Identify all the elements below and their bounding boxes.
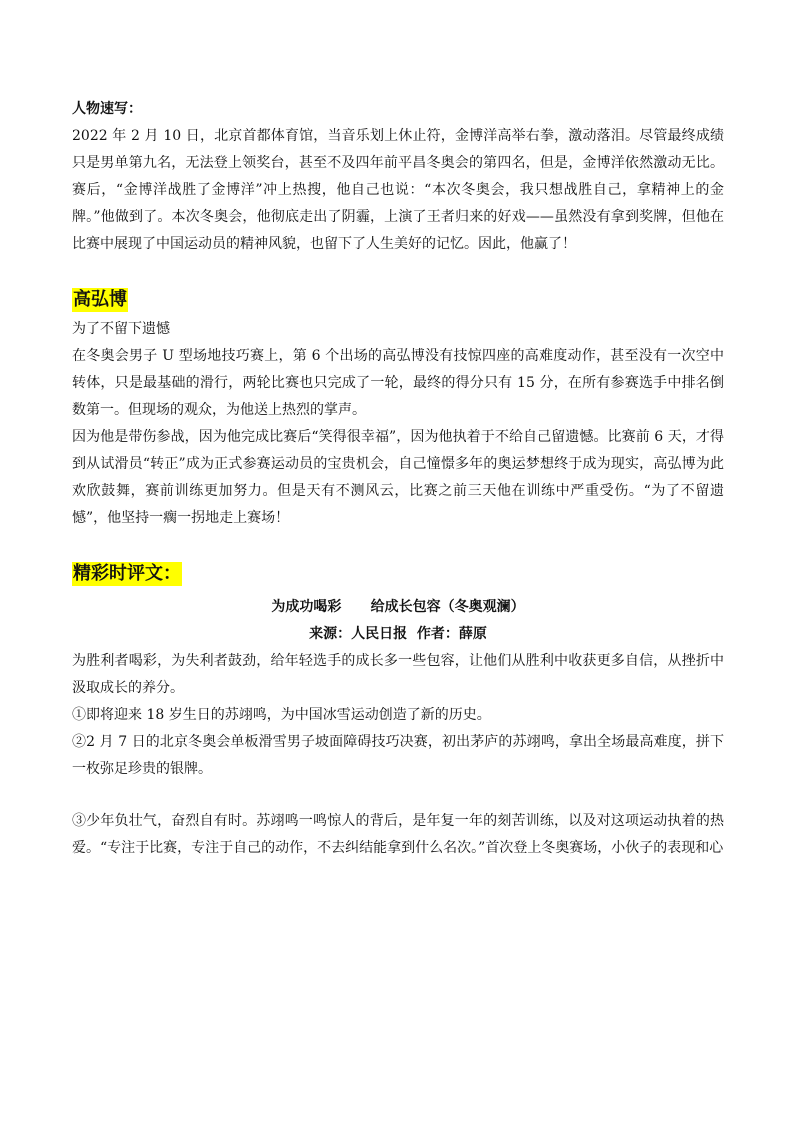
article-title: 为成功喝彩 给成长包容（冬奥观澜） xyxy=(271,599,525,615)
article-item-1: ①即将迎来 18 岁生日的苏翊鸣，为中国冰雪运动创造了新的历史。 xyxy=(72,707,491,723)
section-label-character-sketch: 人物速写： xyxy=(72,101,142,117)
article-intro: 为胜利者喝彩，为失利者鼓劲，给年轻选手的成长多一些包容，让他们从胜利中收获更多自信，从挫折中汲取成长的养分。 xyxy=(72,653,724,696)
article-item-2: ②2 月 7 日的北京冬奥会单板滑雪男子坡面障碍技巧决赛，初出茅庐的苏翊鸣，拿出全场最高难度，拼下一枚弥足珍贵的银牌。 xyxy=(72,734,724,777)
article-source: 来源：人民日报 作者：薛原 xyxy=(309,626,487,642)
paragraph-gao-hongbo-1: 在冬奥会男子 U 型场地技巧赛上，第 6 个出场的高弘博没有技惊四座的高难度动作，甚至没有一次空中转体，只是最基础的滑行，两轮比赛也只完成了一轮，最终的得分只有 15 分，在所有参赛选手中排名倒数第一。但现场的观众，为他送上热烈的掌声。 xyxy=(72,348,724,418)
article-item-3: ③少年负壮气，奋烈自有时。苏翊鸣一鸣惊人的背后，是年复一年的刻苦训练，以及对这项运动执着的热爱。“专注于比赛，专注于自己的动作，不去纠结能拿到什么名次。”首次登上冬奥赛场，小伙子的表现和心 xyxy=(72,813,724,856)
heading-commentary: 精彩时评文： xyxy=(73,563,181,584)
subtitle-no-regrets: 为了不留下遗憾 xyxy=(72,321,170,337)
heading-gao-hongbo: 高弘博 xyxy=(73,289,127,310)
paragraph-jin-boyang: 2022 年 2 月 10 日，北京首都体育馆，当音乐划上休止符，金博洋高举右拳，激动落泪。尽管最终成绩只是男单第九名，无法登上领奖台，甚至不及四年前平昌冬奥会的第四名，但是，金博洋依然激动无比。赛后，“金博洋战胜了金博洋”冲上热搜，他自己也说：“本次冬奥会，我只想战胜自己，拿精神上的金牌。”他做到了。本次冬奥会，他彻底走出了阴霾，上演了王者归来的好戏——虽然没有拿到奖牌，但他在比赛中展现了中国运动员的精神风貌，也留下了人生美好的记忆。因此，他赢了！ xyxy=(72,128,724,252)
document-page xyxy=(72,96,724,862)
paragraph-gao-hongbo-2: 因为他是带伤参战，因为他完成比赛后“笑得很幸福”，因为他执着于不给自己留遗憾。比赛前 6 天，才得到从试滑员“转正”成为正式参赛运动员的宝贵机会，自己憧憬多年的奥运梦想终于成为现实，高弘博为此欢欣鼓舞，赛前训练更加努力。但是天有不测风云，比赛之前三天他在训练中严重受伤。“为了不留遗憾”，他坚持一瘸一拐地走上赛场！ xyxy=(72,429,724,526)
